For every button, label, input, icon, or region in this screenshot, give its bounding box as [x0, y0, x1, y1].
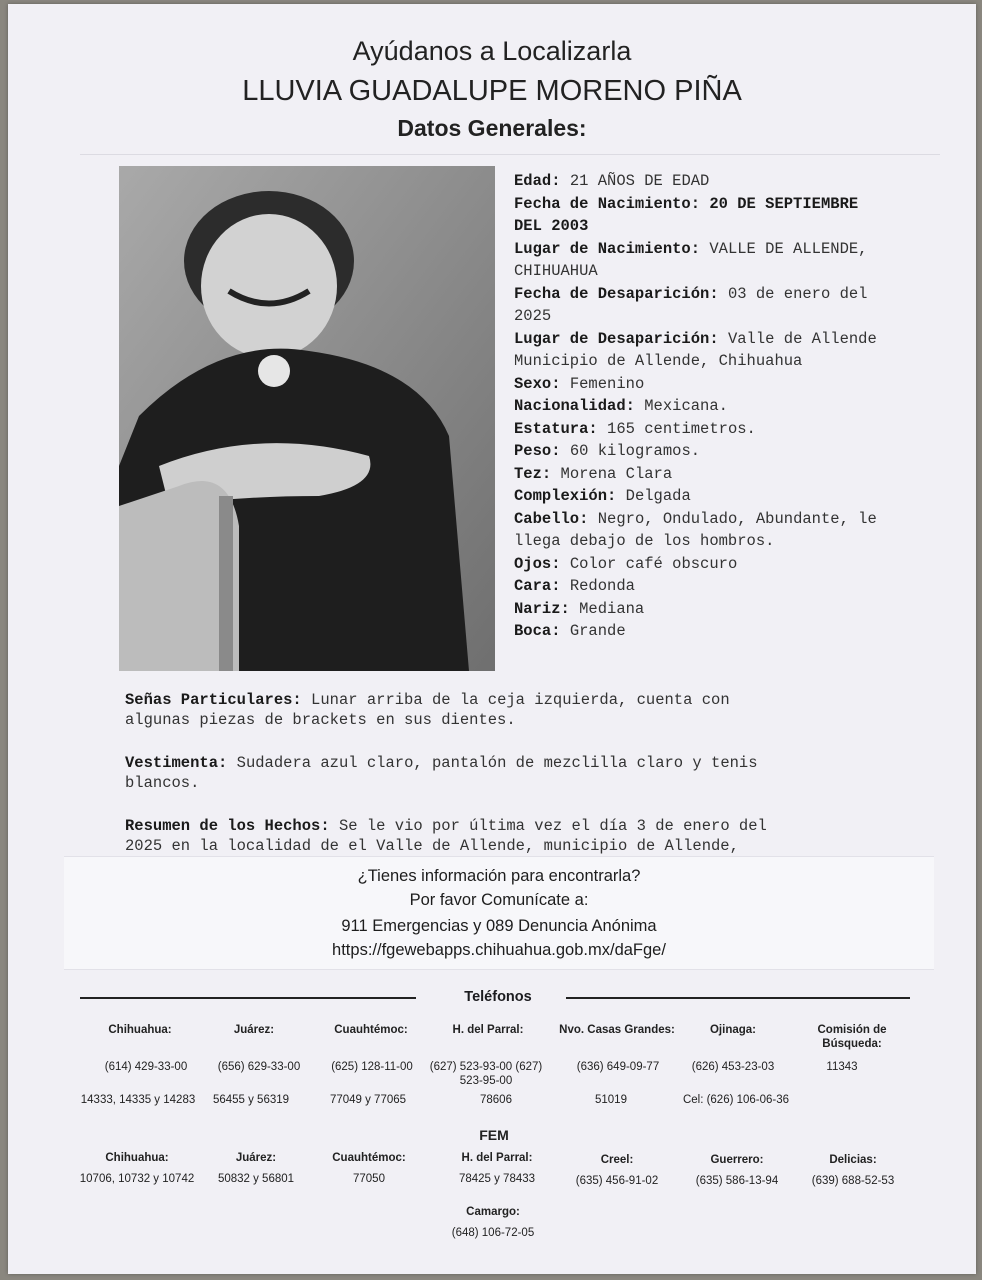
- missing-person-flyer: [8, 4, 976, 1274]
- person-photo: [119, 166, 495, 671]
- fem-title: FEM: [479, 1127, 509, 1143]
- detail-birthdate: Fecha de Nacimiento: 20 DE SEPTIEMBRE DEL 2003: [514, 194, 859, 235]
- detail-nose: Nariz: Mediana: [514, 599, 645, 618]
- phone-cell: 77049 y 77065: [329, 1094, 407, 1106]
- divider: [80, 154, 940, 155]
- fem-col-header: H. del Parral:: [461, 1152, 533, 1164]
- fem-phone-cell: 77050: [353, 1173, 385, 1185]
- detail-hair: Cabello: Negro, Ondulado, Abundante, le llega debajo de los hombros.: [514, 509, 877, 550]
- divider-right: [566, 997, 910, 999]
- phone-cell: (636) 649-09-77: [576, 1061, 660, 1073]
- contact-numbers: 911 Emergencias y 089 Denuncia Anónima: [341, 917, 657, 935]
- col-header: Ojinaga:: [709, 1024, 756, 1036]
- col-header: Nvo. Casas Grandes:: [559, 1024, 675, 1036]
- col-header: Chihuahua:: [108, 1024, 172, 1036]
- contact-url[interactable]: https://fgewebapps.chihuahua.gob.mx/daFge/: [332, 941, 666, 959]
- detail-birthplace: Lugar de Nacimiento: VALLE DE ALLENDE, CHIHUAHUA: [514, 239, 868, 280]
- phone-cell: (626) 453-23-03: [691, 1061, 775, 1073]
- fem-phone-cell: 10706, 10732 y 10742: [79, 1173, 195, 1185]
- phone-cell: Cel: (626) 106-06-36: [682, 1094, 790, 1106]
- detail-complexion-color: Tez: Morena Clara: [514, 464, 673, 483]
- fem-phone-cell: 50832 y 56801: [217, 1173, 295, 1185]
- fem-phone-cell: (639) 688-52-53: [811, 1175, 895, 1187]
- summary: Resumen de los Hechos: Se le vio por última vez el día 3 de enero del 2025 en la localidad de el Valle de Allende, municipio de Allende,: [125, 817, 767, 855]
- contact-please: Por favor Comunícate a:: [409, 891, 589, 909]
- detail-age: Edad: 21 AÑOS DE EDAD: [514, 172, 710, 190]
- contact-question: ¿Tienes información para encontrarla?: [357, 867, 641, 885]
- detail-mouth: Boca: Grande: [514, 622, 626, 640]
- camargo-label: Camargo:: [466, 1206, 520, 1218]
- camargo-phone: (648) 106-72-05: [451, 1227, 535, 1239]
- col-header: H. del Parral:: [452, 1024, 524, 1036]
- distinguishing-marks: Señas Particulares: Lunar arriba de la ceja izquierda, cuenta con algunas piezas de brackets en sus dientes.: [125, 691, 730, 729]
- contact-box: [64, 856, 934, 970]
- phone-cell: 14333, 14335 y 14283: [80, 1094, 196, 1106]
- flyer-heading: Ayúdanos a Localizarla: [352, 36, 632, 66]
- col-header: Juárez:: [233, 1024, 275, 1036]
- detail-nationality: Nacionalidad: Mexicana.: [514, 397, 728, 415]
- col-header: Comisión de Búsqueda:: [817, 1024, 887, 1050]
- phone-cell: 11343: [826, 1061, 858, 1073]
- fem-col-header: Guerrero:: [710, 1154, 764, 1166]
- fem-col-header: Creel:: [600, 1154, 634, 1166]
- detail-face: Cara: Redonda: [514, 577, 635, 595]
- phone-cell: (656) 629-33-00: [217, 1061, 301, 1073]
- general-details: [514, 170, 894, 643]
- phone-cell: (627) 523-93-00 (627) 523-95-00: [429, 1061, 543, 1087]
- fem-col-header: Juárez:: [235, 1152, 277, 1164]
- detail-height: Estatura: 165 centimetros.: [514, 419, 756, 438]
- fem-phone-cell: (635) 586-13-94: [695, 1175, 779, 1187]
- col-header: Cuauhtémoc:: [334, 1024, 408, 1036]
- fem-col-header: Delicias:: [829, 1154, 877, 1166]
- phone-cell: (625) 128-11-00: [331, 1061, 413, 1073]
- phone-cell: 51019: [595, 1094, 627, 1106]
- detail-disappearance-date: Fecha de Desaparición: 03 de enero del 2025: [514, 284, 868, 325]
- phones-title: Teléfonos: [464, 989, 532, 1005]
- person-name: LLUVIA GUADALUPE MORENO PIÑA: [242, 75, 742, 107]
- section-title: Datos Generales:: [397, 115, 587, 141]
- detail-disappearance-place: Lugar de Desaparición: Valle de Allende Municipio de Allende, Chihuahua: [514, 329, 877, 370]
- phone-cell: 78606: [480, 1094, 512, 1106]
- detail-sex: Sexo: Femenino: [514, 374, 645, 393]
- detail-build: Complexión: Delgada: [514, 487, 691, 505]
- detail-weight: Peso: 60 kilogramos.: [514, 442, 701, 460]
- clothing: Vestimenta: Sudadera azul claro, pantalón de mezclilla claro y tenis blancos.: [125, 754, 758, 792]
- fem-col-header: Chihuahua:: [105, 1152, 169, 1164]
- fem-col-header: Cuauhtémoc:: [332, 1152, 406, 1164]
- phone-cell: 56455 y 56319: [212, 1094, 290, 1106]
- fem-phone-cell: 78425 y 78433: [458, 1173, 536, 1185]
- fem-phone-cell: (635) 456-91-02: [575, 1175, 659, 1187]
- detail-eyes: Ojos: Color café obscuro: [514, 554, 738, 573]
- phone-cell: (614) 429-33-00: [104, 1061, 188, 1073]
